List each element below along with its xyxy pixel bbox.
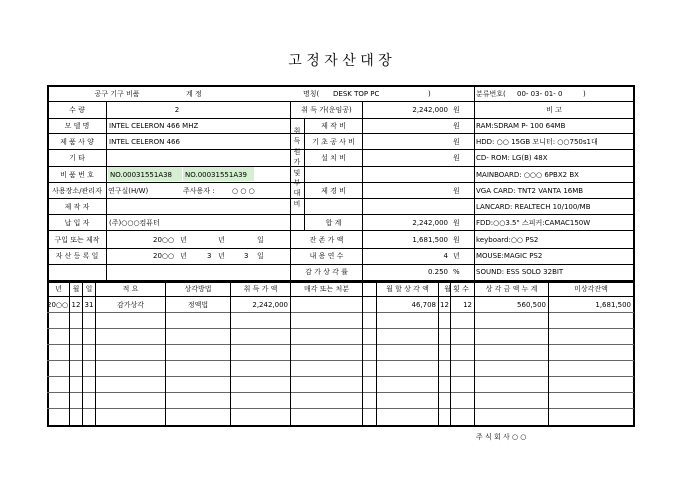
frame-right	[633, 85, 635, 281]
ledger-row-line	[47, 392, 634, 393]
total-value: 2,242,000	[412, 219, 448, 227]
base-cost-won: 원	[453, 138, 460, 146]
row-line	[47, 264, 634, 265]
life-label: 내 용 연 수	[309, 252, 344, 260]
supplier-label: 납 입 자	[64, 219, 90, 227]
ledger-row-month: 12	[71, 301, 81, 309]
model-label: 모 델 명	[64, 122, 90, 130]
acq-breakdown-vertical-label: 취 득 원 가 및 부 대 비	[293, 127, 301, 208]
life-value: 4	[443, 252, 448, 260]
residual-value: 1,681,500	[412, 236, 448, 244]
page-title: 고 정 자 산 대 장	[288, 53, 392, 69]
install-label: 설 치 비	[321, 154, 346, 162]
col-line	[362, 101, 363, 280]
spec-item: MOUSE:MAGIC PS2	[476, 252, 543, 260]
row-line	[47, 214, 634, 215]
row-line	[47, 133, 634, 134]
ledger-row-month-count: 12	[440, 301, 449, 309]
spec-item: VGA CARD: TNT2 VANTA 16MB	[476, 187, 584, 195]
base-cost-label: 기 초 공 사 비	[312, 138, 355, 146]
ledger-header-accum: 상 각 금 액 누 계	[485, 285, 538, 293]
total-label: 합 계	[325, 219, 342, 227]
etc-label: 기 타	[69, 154, 85, 162]
category-label: 공구 기구 비품	[94, 90, 140, 98]
spec-item: FDD:○○3.5" 스피커:CAMAC150W	[476, 219, 591, 227]
spec-item: LANCARD: REALTECH 10/100/MB	[476, 203, 591, 211]
row-line	[47, 101, 634, 102]
ledger-header-unamort: 미상각잔액	[574, 285, 608, 293]
make-cost-won: 원	[453, 122, 460, 130]
ledger-row-method: 정액법	[187, 301, 209, 309]
rate-value: 0.250	[427, 268, 448, 276]
ledger-row-line	[47, 344, 634, 345]
reg-year: 20○○	[153, 252, 175, 260]
ledger-col	[362, 281, 363, 425]
spec-value: INTEL CELERON 466	[109, 138, 180, 146]
row-line	[47, 118, 634, 119]
reg-label: 자 산 등 록 일	[55, 252, 99, 260]
buy-month-unit: 년	[218, 236, 225, 244]
rate-label: 감 가 상 각 률	[305, 268, 348, 276]
buy-year: 20○○	[153, 236, 175, 244]
residual-won: 원	[453, 236, 460, 244]
ledger-header-acq: 취 득 가 액	[243, 285, 278, 293]
spec-label: 제 품 사 양	[60, 138, 94, 146]
ledger-row-accum: 560,500	[517, 301, 546, 309]
location-value: 연구실(H/W)	[108, 187, 149, 195]
rate-unit: %	[453, 268, 460, 276]
supplier-value: (주)○○○컴퓨터	[109, 219, 160, 227]
reg-day: 3	[244, 252, 249, 260]
life-unit: 년	[453, 252, 460, 260]
acq-won: 원	[453, 106, 460, 114]
ledger-header-day: 일	[85, 285, 93, 293]
other-cost-label: 제 경 비	[321, 187, 346, 195]
install-won: 원	[453, 154, 460, 162]
spec-item: keyboard:○○ PS2	[476, 236, 539, 244]
ledger-header-month: 월	[72, 285, 80, 293]
ledger-header-year: 년	[55, 285, 62, 293]
buy-day-unit: 일	[257, 236, 264, 244]
spec-item: CD- ROM: LG(B) 48X	[476, 154, 548, 162]
class-label: 분류번호(	[476, 90, 506, 98]
spec-item: HDD: ○○ 15GB 모니터: ○○750s1대	[476, 138, 598, 146]
ledger-row-line	[47, 312, 634, 313]
ledger-row-year: 20○○	[47, 301, 69, 309]
acq-value: 2,242,000	[412, 106, 448, 114]
maker-label: 제 작 자	[64, 203, 90, 211]
serial-label: 비 품 번 호	[60, 171, 94, 179]
ledger-header-times: 월 횟 수	[444, 285, 469, 293]
ledger-header-line	[47, 296, 634, 297]
ledger-col	[290, 281, 291, 425]
ledger-row-times: 12	[463, 301, 472, 309]
qty-label: 수 량	[69, 106, 85, 114]
frame-top	[47, 85, 634, 87]
class-value: 00- 03- 01- 0	[517, 90, 563, 98]
make-cost-label: 제 작 비	[321, 122, 346, 130]
reg-month-unit: 년	[218, 252, 225, 260]
reg-year-unit: 년	[180, 252, 187, 260]
class-close: )	[583, 90, 586, 98]
spec-item: RAM:SDRAM P- 100 64MB	[476, 122, 566, 130]
ledger-row-acq: 2,242,000	[252, 301, 288, 309]
spec-item: MAINBOARD: ○○○ 6PBX2 BX	[476, 171, 579, 179]
model-value: INTEL CELERON 466 MHZ	[109, 122, 199, 130]
ledger-header-monthly: 월 할 상 각 액	[386, 285, 429, 293]
residual-label: 잔 존 가 액	[309, 236, 344, 244]
name-close: )	[428, 90, 431, 98]
ledger-header-desc: 적 요	[122, 285, 139, 293]
other-cost-won: 원	[453, 187, 460, 195]
buy-label: 구입 또는 제작	[54, 236, 100, 244]
row-line	[47, 230, 634, 231]
qty-value: 2	[174, 106, 180, 114]
user-label: 주사용자 :	[183, 187, 215, 195]
ledger-row-day: 31	[84, 301, 94, 309]
reg-month: 3	[207, 252, 212, 260]
ledger-header-sale: 매각 또는 처분	[303, 285, 350, 293]
row-line	[47, 198, 634, 199]
ledger-bottom	[47, 425, 634, 427]
row-line	[47, 248, 634, 249]
ledger-top	[47, 281, 634, 283]
company-name: 주 식 회 사 ○ ○	[476, 433, 527, 441]
spec-item: SOUND: ESS SOLO 32BIT	[476, 268, 564, 276]
ledger-row-line	[47, 328, 634, 329]
acq-label: 취 득 가(운임공)	[301, 106, 352, 114]
reg-day-unit: 일	[257, 252, 264, 260]
serial-2: NO.00031551A39	[185, 171, 248, 179]
ledger-row-line	[47, 376, 634, 377]
row-line	[47, 182, 634, 183]
location-label: 사용장소/관리자	[52, 187, 102, 195]
user-value: ○ ○ ○	[232, 187, 255, 195]
ledger-row-unamort: 1,681,500	[595, 301, 631, 309]
account-label: 계 정	[186, 90, 202, 98]
row-line	[47, 149, 634, 150]
col-line	[304, 118, 305, 231]
ledger-row-line	[47, 360, 634, 361]
buy-year-unit: 년	[180, 236, 187, 244]
ledger-header-method: 상각방법	[184, 285, 212, 293]
name-value: DESK TOP PC	[333, 90, 380, 98]
serial-1: NO.00031551A38	[110, 171, 173, 179]
ledger-row-desc: 감가상각	[116, 301, 145, 309]
name-label: 명칭(	[303, 90, 320, 98]
ledger-row-line	[47, 408, 634, 409]
total-won: 원	[453, 219, 460, 227]
ledger-row-monthly: 46,708	[411, 301, 436, 309]
ledger-right	[633, 281, 635, 427]
note-label: 비 고	[546, 106, 562, 114]
